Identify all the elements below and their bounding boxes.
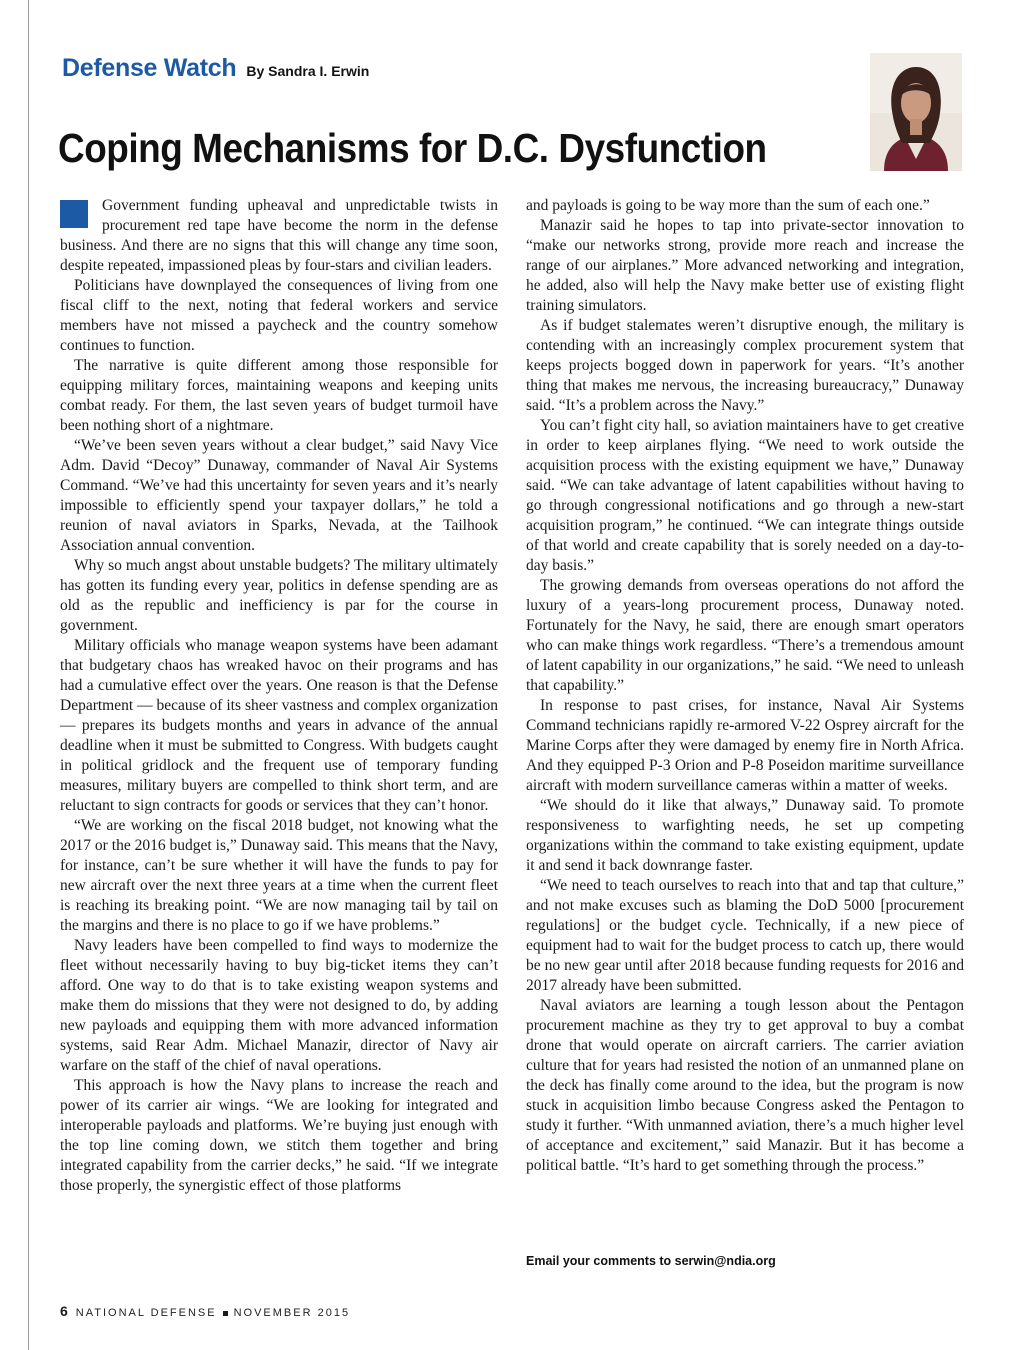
article-paragraph: Manazir said he hopes to tap into private-sector innovation to “make our networks strong, provide more reach and increase the range of our airplanes.” More advanced networking and integration, he added, also will help the Navy make better use of existing flight training simulators. (526, 217, 964, 314)
initial-square (60, 200, 88, 228)
article-paragraph: “We are working on the fiscal 2018 budget, not knowing what the 2017 or the 2016 budget is,” Dunaway said. This means that the Navy, for instance, can’t be sure whether it will have the funds to pay for new aircraft over the next three years at a time when the current fleet is reaching its breaking point. “We are now managing tail by tail on the margins and there is no place to go if we have problems.” (60, 817, 498, 934)
column-header (62, 54, 369, 88)
byline: By Sandra I. Erwin (246, 63, 370, 79)
author-portrait-icon (870, 53, 962, 171)
article-paragraph: The growing demands from overseas operations do not afford the luxury of a years-long procurement process, Dunaway noted. Fortunately for the Navy, he said, there are enough smart operators who can make things work regardless. “There’s a tremendous amount of latent capability in our organizations,” he said. “We need to unleash that capability.” (526, 577, 964, 694)
article-paragraph: Naval aviators are learning a tough lesson about the Pentagon procurement machine as they try to get approval to buy a combat drone that would operate on aircraft carriers. The carrier aviation culture that for years had resisted the notion of an unmanned plane on the deck has finally come around to the idea, but the program is now stuck in acquisition limbo because Congress asked the Pentagon to study it further. “With unmanned aviation, there’s a much higher level of acceptance and excitement,” said Manazir. But it has become a political battle. “It’s hard to get something through the process.” (526, 997, 964, 1174)
issue-date: NOVEMBER 2015 (233, 1307, 351, 1319)
article-paragraph: “We’ve been seven years without a clear budget,” said Navy Vice Adm. David “Decoy” Dunaway, commander of Naval Air Systems Command. “We’ve had this uncertainty for seven years and it’s nearly impossible to efficiently spend your taxpayer dollars,” he told a reunion of naval aviators in Sparks, Nevada, at the Tailhook Association annual convention. (60, 437, 498, 554)
column-title: Defense Watch (62, 54, 237, 82)
article-paragraph: The narrative is quite different among those responsible for equipping military forces, maintaining weapons and keeping units combat ready. For them, the last seven years of budget turmoil have been nothing short of a nightmare. (60, 357, 498, 434)
article-paragraph (60, 196, 498, 276)
paragraph-text: Government funding upheaval and unpredictable twists in procurement red tape have become the norm in the defense business. And there are no signs that this will change any time soon, despite repeated, impassioned pleas by four-stars and civilian leaders. (60, 197, 498, 274)
article-paragraph: As if budget stalemates weren’t disruptive enough, the military is contending with an increasingly complex procurement system that keeps projects bogged down in paperwork for years. “It’s another thing that makes me nervous, the increasing bureaucracy,” Dunaway said. “It’s a problem across the Navy.” (526, 317, 964, 414)
contact-line: Email your comments to serwin@ndia.org (526, 1254, 776, 1268)
headline: Coping Mechanisms for D.C. Dysfunction (58, 125, 767, 171)
article-column-left (60, 196, 498, 1276)
article-paragraph: You can’t fight city hall, so aviation maintainers have to get creative in order to keep airplanes flying. “We need to work outside the acquisition process with the existing equipment we have,” Dunaway said. “We can take advantage of latent capabilities without having to go through congressional notifications and go through a new-start acquisition program,” he continued. “We can integrate things outside of that world and create capability that is sorely needed on a day-to-day basis.” (526, 417, 964, 574)
article-paragraph: In response to past crises, for instance, Naval Air Systems Command technicians rapidly re-armored V-22 Osprey aircraft for the Marine Corps after they were damaged by enemy fire in North Africa. And they equipped P-3 Orion and P-8 Poseidon maritime surveillance aircraft with modern surveillance cameras within a matter of weeks. (526, 697, 964, 794)
page-footer (60, 1303, 350, 1319)
article-paragraph: This approach is how the Navy plans to increase the reach and power of its carrier air wings. “We are looking for integrated and interoperable payloads and platforms. We’re buying just enough with the top line coming down, we stitch them together and bring integrated capability from the carrier decks,” he said. “If we integrate those properly, the synergistic effect of those platforms (60, 1077, 498, 1194)
article-paragraph: Politicians have downplayed the consequences of living from one fiscal cliff to the next, noting that federal workers and service members have not missed a paycheck and the country somehow continues to function. (60, 277, 498, 354)
article-paragraph: “We need to teach ourselves to reach into that and tap that culture,” and not make excuses such as blaming the DoD 5000 [procurement regulations] or the budget cycle. Technically, if a new piece of equipment had to wait for the budget process to catch up, there would be no new gear until after 2018 because funding requests for 2016 and 2017 already have been submitted. (526, 877, 964, 994)
article-paragraph: Why so much angst about unstable budgets? The military ultimately has gotten its funding every year, politics in defense spending are as old as the republic and inefficiency is par for the course in government. (60, 557, 498, 634)
author-photo (870, 53, 962, 171)
article-column-right (526, 196, 964, 1246)
article-paragraph: and payloads is going to be way more than the sum of each one.” (526, 197, 930, 214)
footer-separator-icon (223, 1311, 228, 1316)
page-number: 6 (60, 1303, 68, 1319)
page-edge-rule (28, 0, 29, 1350)
publication-name: NATIONAL DEFENSE (75, 1307, 217, 1319)
article-paragraph: Military officials who manage weapon systems have been adamant that budgetary chaos has wreaked havoc on their programs and has had a cumulative effect over the years. One reason is that the Defense Department — because of its sheer vastness and complex organization — prepares its budgets months and years in advance of the annual deadline when it must be submitted to Congress. With budgets caught in political gridlock and the frequent use of temporary funding measures, military buyers are compelled to think short term, and are reluctant to sign contracts for goods or services that they can’t honor. (60, 637, 498, 814)
article-paragraph: Navy leaders have been compelled to find ways to modernize the fleet without necessarily having to buy big-ticket items they can’t afford. One way to do that is to take existing weapon systems and make them do missions that they were not designed to do, by adding new payloads and equipping them with more advanced information systems, said Rear Adm. Michael Manazir, director of Navy air warfare on the staff of the chief of naval operations. (60, 937, 498, 1074)
article-paragraph: “We should do it like that always,” Dunaway said. To promote responsiveness to warfighting needs, he set up competing organizations within the command to take existing equipment, update it and send it back downrange faster. (526, 797, 964, 874)
